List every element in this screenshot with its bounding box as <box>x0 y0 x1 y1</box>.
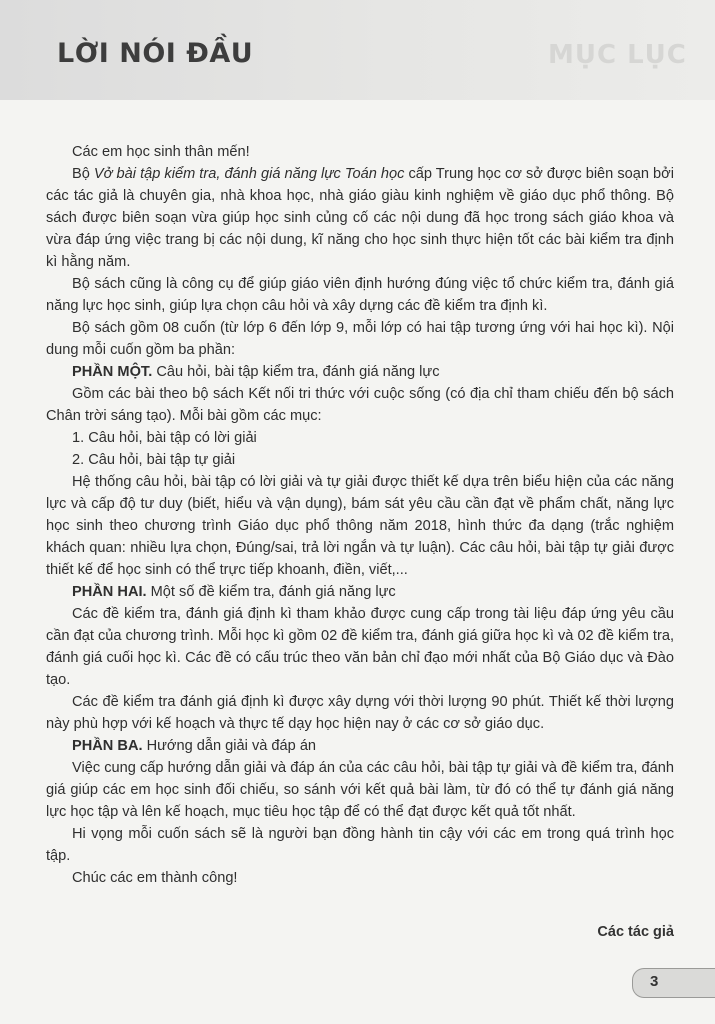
paragraph-part-three: Việc cung cấp hướng dẫn giải và đáp án của các câu hỏi, bài tập tự giải và đề kiểm tra, đánh giá giúp các em học sinh đối chiếu, so sánh với kết quả bài làm, từ đó có thể tự đánh giá năng lực học tập và lên kế hoạch, mục tiêu học tập để có thể đạt được kết quả tốt nhất. <box>46 760 674 820</box>
part-three-label: PHẦN BA. <box>72 738 143 754</box>
part-two-label: PHẦN HAI. <box>72 584 147 600</box>
list-item: 1. Câu hỏi, bài tập có lời giải <box>72 430 257 446</box>
paragraph-hope: Hi vọng mỗi cuốn sách sẽ là người bạn đồng hành tin cậy với các em trong quá trình học tập. <box>46 826 674 864</box>
intro-prefix: Bộ <box>72 166 94 182</box>
part-one-label: PHẦN MỘT. <box>72 364 153 380</box>
intro-rest: cấp Trung học cơ sở được biên soạn bởi các tác giả là chuyên gia, nhà khoa học, nhà giáo giàu kinh nghiệm về giáo dục phổ thông. Bộ sách được biên soạn vừa giúp học sinh củng cố các nội dung đã học trong sách giáo khoa và vừa đáp ứng việc trang bị các nội dung, kĩ năng cho học sinh thực hiện tốt các bài kiểm tra định kì hằng năm. <box>46 166 674 270</box>
paragraph-structure: Bộ sách gồm 08 cuốn (từ lớp 6 đến lớp 9, mỗi lớp có hai tập tương ứng với hai học kì). Nội dung mỗi cuốn gồm ba phần: <box>46 320 674 358</box>
paragraph-question-system: Hệ thống câu hỏi, bài tập có lời giải và tự giải được thiết kế dựa trên biểu hiện của các năng lực và cấp độ tư duy (biết, hiểu và vận dụng), bám sát yêu cầu cần đạt về phẩm chất, năng lực học sinh theo chương trình Giáo dục phổ thông năm 2018, hình thức đa dạng (trắc nghiệm khách quan: nhiều lựa chọn, Đúng/sai, trả lời ngắn và tự luận). Các câu hỏi, bài tập tự giải được thiết kế để học sinh có thể trực tiếp khoanh, điền, viết,... <box>46 474 674 578</box>
preface-body <box>46 141 674 889</box>
part-three-heading <box>46 735 674 757</box>
paragraph-part-one: Gồm các bài theo bộ sách Kết nối tri thức với cuộc sống (có địa chỉ tham chiếu đến bộ sách Chân trời sáng tạo). Mỗi bài gồm các mục: <box>46 386 674 424</box>
bleed-through-title: MỤC LỤC <box>548 40 687 70</box>
part-two-title: Một số đề kiểm tra, đánh giá năng lực <box>146 584 396 600</box>
closing: Chúc các em thành công! <box>72 870 238 886</box>
paragraph-duration: Các đề kiểm tra đánh giá định kì được xây dựng với thời lượng 90 phút. Thiết kế thời lượng này phù hợp với kế hoạch và thực tế dạy học hiện nay ở các cơ sở giáo dục. <box>46 694 674 732</box>
part-three-title: Hướng dẫn giải và đáp án <box>142 738 317 754</box>
paragraph-part-two: Các đề kiểm tra, đánh giá định kì tham khảo được cung cấp trong tài liệu đáp ứng yêu cầu cần đạt của chương trình. Mỗi học kì gồm 02 đề kiểm tra, đánh giá giữa học kì và 02 đề kiểm tra, đánh giá cuối học kì. Các đề có cấu trúc theo văn bản chỉ đạo mới nhất của Bộ Giáo dục và Đào tạo. <box>46 606 674 688</box>
signature: Các tác giả <box>597 924 674 940</box>
part-one-title: Câu hỏi, bài tập kiểm tra, đánh giá năng lực <box>152 364 440 380</box>
greeting: Các em học sinh thân mến! <box>72 144 250 160</box>
part-two-heading <box>46 581 674 603</box>
part-one-heading <box>46 361 674 383</box>
page-number: 3 <box>650 973 659 990</box>
paragraph-teacher-tool: Bộ sách cũng là công cụ để giúp giáo viên định hướng đúng việc tổ chức kiểm tra, đánh giá năng lực học sinh, giúp lựa chọn câu hỏi và xây dựng các đề kiểm tra định kì. <box>46 276 674 314</box>
book-title: Vở bài tập kiểm tra, đánh giá năng lực Toán học <box>93 166 405 182</box>
page-number-tab <box>632 968 715 998</box>
page-title: LỜI NÓI ĐẦU <box>57 38 254 69</box>
paragraph-intro <box>46 163 674 273</box>
list-item: 2. Câu hỏi, bài tập tự giải <box>72 452 236 468</box>
